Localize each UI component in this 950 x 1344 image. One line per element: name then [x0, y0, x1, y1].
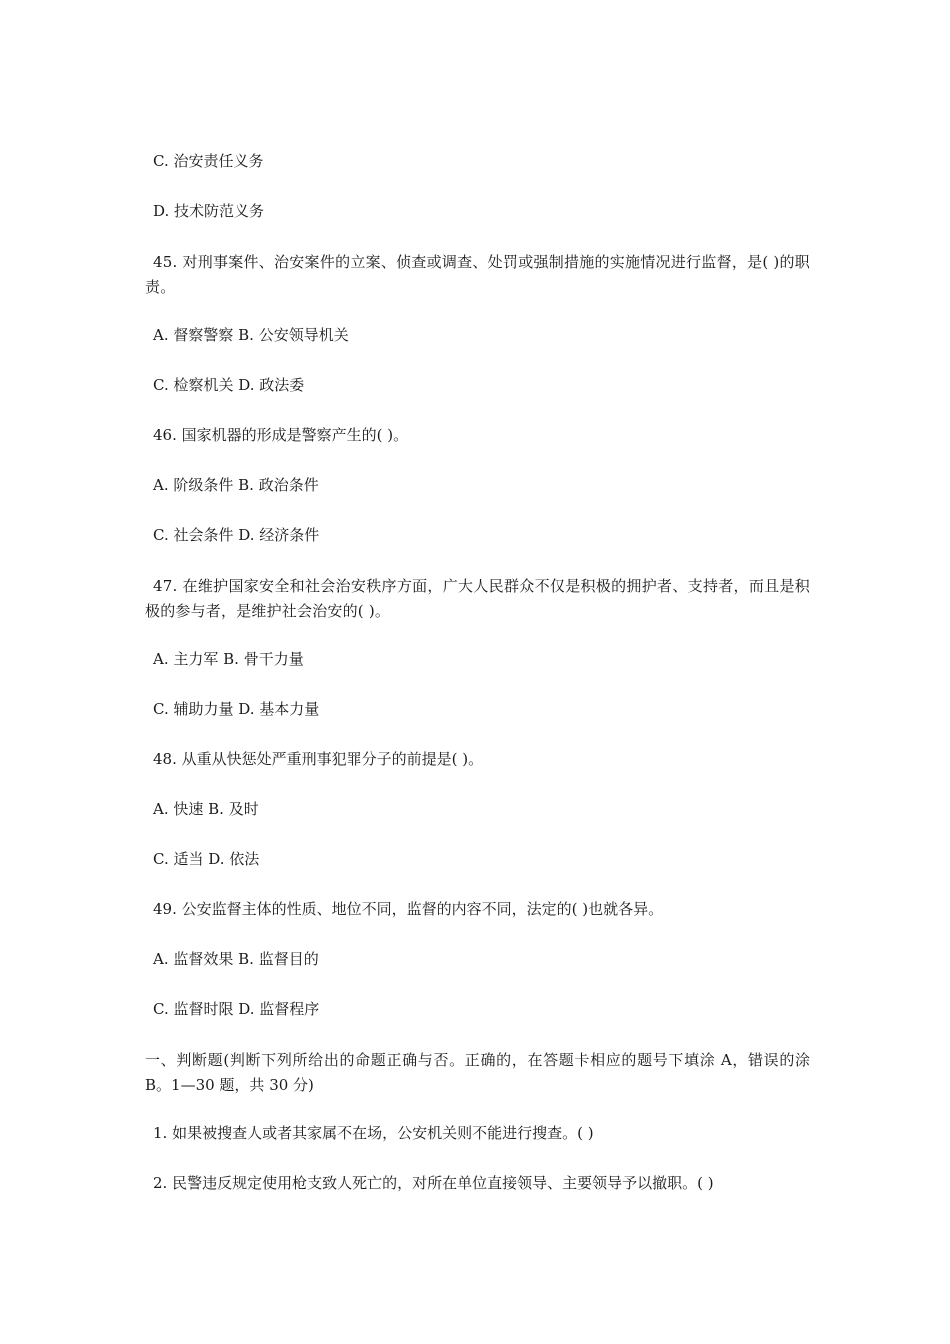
question-45-options-ab: A. 督察警察 B. 公安领导机关 — [153, 326, 349, 344]
judgment-question-1: 1. 如果被搜查人或者其家属不在场，公安机关则不能进行搜查。( ) — [153, 1124, 594, 1142]
option-line-c: C. 治安责任义务 — [153, 152, 264, 170]
question-49-options-ab: A. 监督效果 B. 监督目的 — [153, 950, 319, 968]
question-46-options-cd: C. 社会条件 D. 经济条件 — [153, 526, 320, 544]
question-49-options-cd: C. 监督时限 D. 监督程序 — [153, 1000, 320, 1018]
question-49: 49. 公安监督主体的性质、地位不同，监督的内容不同，法定的( )也就各异。 — [153, 900, 664, 918]
document-page — [145, 150, 810, 1222]
question-48: 48. 从重从快惩处严重刑事犯罪分子的前提是( )。 — [153, 750, 484, 768]
question-48-options-cd: C. 适当 D. 依法 — [153, 850, 260, 868]
question-47-options-ab: A. 主力军 B. 骨干力量 — [153, 650, 304, 668]
question-48-options-ab: A. 快速 B. 及时 — [153, 800, 259, 818]
question-45-options-cd: C. 检察机关 D. 政法委 — [153, 376, 305, 394]
question-47: 47. 在维护国家安全和社会治安秩序方面，广大人民群众不仅是积极的拥护者、支持者，而且是积极的参与者，是维护社会治安的( )。 — [145, 577, 810, 620]
section-heading-true-false: 一、判断题(判断下列所给出的命题正确与否。正确的，在答题卡相应的题号下填涂 A，错误的涂 B。1—30 题，共 30 分) — [145, 1051, 810, 1094]
question-46-options-ab: A. 阶级条件 B. 政治条件 — [153, 476, 319, 494]
option-line-d: D. 技术防范义务 — [153, 202, 265, 220]
question-47-options-cd: C. 辅助力量 D. 基本力量 — [153, 700, 320, 718]
judgment-question-2: 2. 民警违反规定使用枪支致人死亡的，对所在单位直接领导、主要领导予以撤职。( ) — [153, 1174, 714, 1192]
question-45: 45. 对刑事案件、治安案件的立案、侦查或调查、处罚或强制措施的实施情况进行监督，是( )的职责。 — [145, 253, 810, 296]
question-46: 46. 国家机器的形成是警察产生的( )。 — [153, 426, 409, 444]
